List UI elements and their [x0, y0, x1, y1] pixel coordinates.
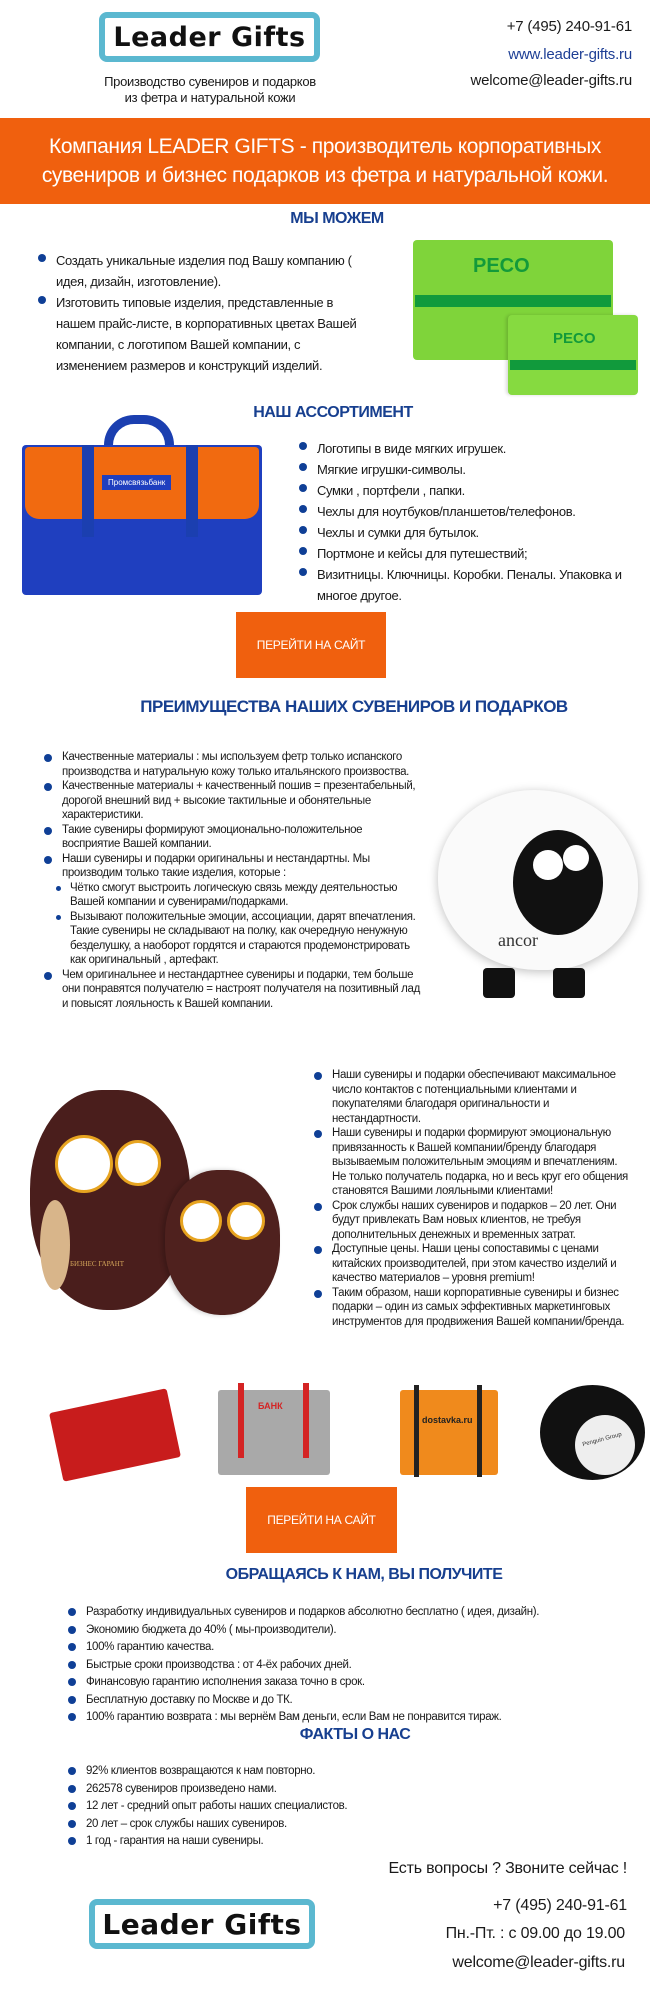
green-felt-cases-image: [413, 240, 643, 395]
list-item: Мягкие игрушки-символы.: [299, 459, 639, 480]
assortment-list: [299, 438, 639, 606]
go-to-site-button[interactable]: ПЕРЕЙТИ НА САЙТ: [236, 612, 386, 678]
briefcase-image: [22, 415, 262, 595]
list-item: Финансовую гарантию исполнения заказа точно в срок.: [68, 1674, 608, 1692]
footer-hours: Пн.-Пт. : с 09.00 до 19.00: [445, 1925, 625, 1942]
list-item: 100% гарантию возврата : мы вернём Вам деньги, если Вам не понравится тираж.: [68, 1709, 608, 1727]
facts-title: ФАКТЫ О НАС: [299, 1726, 411, 1743]
list-item: Портмоне и кейсы для путешествий;: [299, 543, 639, 564]
assortment-title: НАШ АССОРТИМЕНТ: [253, 404, 413, 421]
list-item: 1 год - гарантия на наши сувениры.: [68, 1833, 468, 1851]
list-item: Качественные материалы : мы используем фетр только испанского производства и натуральную кожу только итальянского произвоства.: [44, 750, 422, 779]
advantages-list-left: [44, 750, 422, 1011]
logo-text: Leader Gifts: [102, 1907, 302, 1941]
orange-felt-bag-image: [372, 1385, 502, 1477]
owl-eye: [227, 1202, 265, 1240]
tagline: [60, 74, 360, 106]
brand-label: Промсвязьбанк: [102, 475, 171, 490]
header-email-link[interactable]: welcome@leader-gifts.ru: [470, 72, 632, 89]
logo-text: Leader Gifts: [113, 21, 306, 53]
list-item: Бесплатную доставку по Москве и до ТК.: [68, 1692, 608, 1710]
brand-label: БИЗНЕС ГАРАНТ: [70, 1260, 125, 1268]
sheep-eye: [563, 845, 589, 871]
sheep-eye: [533, 850, 563, 880]
footer-question: Есть вопросы ? Звоните сейчас !: [388, 1860, 627, 1877]
tagline-line1: Производство сувениров и подарков: [104, 74, 316, 89]
list-item: Изготовить типовые изделия, представленные в нашем прайс-листе, в корпоративных цветах Вашей компании, с логотипом Вашей компании, с изменением размеров и конструкций изделий.: [38, 292, 358, 376]
list-item: Чехлы для ноутбуков/планшетов/телефонов.: [299, 501, 639, 522]
list-item: Наши сувениры и подарки оригинальны и нестандартны. Мы производим только такие изделия, которые :: [44, 852, 422, 881]
brand-label: dostavka.ru: [422, 1415, 473, 1425]
benefits-title: ОБРАЩАЯСЬ К НАМ, ВЫ ПОЛУЧИТЕ: [225, 1566, 503, 1583]
note-text-value: Не только получатель подарка, но и весь круг его общения становятся Вашими лояльными клиентами!: [332, 1170, 628, 1197]
sheep-leg: [483, 968, 515, 998]
banner-line1: Компания LEADER GIFTS - производитель корпоративных: [49, 135, 601, 158]
briefcase-strap: [82, 445, 94, 537]
list-item: Экономию бюджета до 40% ( мы-производители).: [68, 1622, 608, 1640]
advantages-title: ПРЕИМУЩЕСТВА НАШИХ СУВЕНИРОВ И ПОДАРКОВ: [140, 697, 568, 716]
red-leather-bag-image: [35, 1395, 185, 1475]
large-case-band: [415, 295, 611, 307]
sheep-pillow-image: [438, 790, 643, 1005]
red-bag-body: [49, 1388, 181, 1481]
small-case-shape: [508, 315, 638, 395]
brand-label: БАНК: [258, 1401, 283, 1411]
list-item: Чем оригинальнее и нестандартнее сувениры и подарки, тем больше они понравятся получателю = настроят получателя на позитивный лад и повысят лояльность к Вашей компании.: [44, 968, 422, 1012]
list-item: 12 лет - средний опыт работы наших специалистов.: [68, 1798, 468, 1816]
list-item: Наши сувениры и подарки формируют эмоциональную привязанность к Вашей компании/бренду благодаря вызываемым положительным эмоциям и впечатлениям.: [314, 1126, 639, 1170]
sub-list-item: Чётко смогут выстроить логическую связь между деятельностью Вашей компании и сувенирами/подарками.: [44, 881, 422, 910]
header-phone[interactable]: +7 (495) 240-91-61: [506, 18, 632, 35]
list-item: Разработку индивидуальных сувениров и подарков абсолютно бесплатно ( идея, дизайн).: [68, 1604, 608, 1622]
brand-label: Penguin Group: [581, 1431, 623, 1449]
small-owl-body: [165, 1170, 280, 1315]
footer-logo[interactable]: [89, 1899, 315, 1949]
advantages-list-right: [314, 1068, 639, 1329]
benefits-list: [68, 1604, 608, 1727]
tagline-line2: из фетра и натуральной кожи: [124, 90, 296, 105]
owl-wing: [40, 1200, 70, 1290]
grey-bag-strap: [303, 1383, 309, 1458]
footer-email-link[interactable]: welcome@leader-gifts.ru: [452, 1954, 625, 1971]
list-item: Логотипы в виде мягких игрушек.: [299, 438, 639, 459]
sheep-head: [513, 830, 603, 935]
owl-eye: [115, 1140, 161, 1186]
list-item: Чехлы и сумки для бутылок.: [299, 522, 639, 543]
list-item: Срок службы наших сувениров и подарков – 20 лет. Они будут привлекать Вам новых клиентов, не требуя дополнительных денежных и временных затрат.: [314, 1199, 639, 1243]
go-to-site-button-2[interactable]: ПЕРЕЙТИ НА САЙТ: [246, 1487, 397, 1553]
grey-felt-bag-image: [218, 1375, 333, 1475]
list-item: Качественные материалы + качественный пошив = презентабельный, дорогой внешний вид + высокие тактильные и обонятельные характеристики.: [44, 779, 422, 823]
list-item: Создать уникальные изделия под Вашу компанию ( идея, дизайн, изготовление).: [38, 250, 358, 292]
sub-list-item: Вызывают положительные эмоции, ассоциации, дарят впечатления. Такие сувениры не складывают на полку, как очередную ненужную безделушку, а наоборот гордятся и стараются продемонстрировать как оригинальный , артефакт.: [44, 910, 422, 968]
header-logo[interactable]: [99, 12, 320, 62]
owl-eye: [180, 1200, 222, 1242]
grey-bag-strap: [238, 1383, 244, 1458]
owl-eye: [55, 1135, 113, 1193]
list-item: Наши сувениры и подарки обеспечивают максимальное число контактов с потенциальными клиентами и покупателями благодаря оригинальности и нестандартности.: [314, 1068, 639, 1126]
list-item: Сумки , портфели , папки.: [299, 480, 639, 501]
list-item: Быстрые сроки производства : от 4-ёх рабочих дней.: [68, 1657, 608, 1675]
list-item: 92% клиентов возвращаются к нам повторно.: [68, 1763, 468, 1781]
note-text: [314, 1170, 639, 1199]
list-item: 100% гарантию качества.: [68, 1639, 608, 1657]
facts-list: [68, 1763, 468, 1851]
brand-label: PECO: [473, 255, 530, 277]
list-item: 262578 сувениров произведено нами.: [68, 1781, 468, 1799]
list-item: 20 лет – срок службы наших сувениров.: [68, 1816, 468, 1834]
penguin-toy-image: [540, 1385, 650, 1485]
hero-banner: [0, 118, 650, 204]
sheep-leg: [553, 968, 585, 998]
header-website-link[interactable]: www.leader-gifts.ru: [508, 46, 632, 63]
list-item: Таким образом, наши корпоративные сувениры и бизнес подарки – один из самых эффективных маркетинговых инструментов для продвижения Вашей компании/бренда.: [314, 1286, 639, 1330]
small-case-band: [510, 360, 636, 370]
banner-line2: сувениров и бизнес подарков из фетра и натуральной кожи.: [41, 164, 609, 187]
orange-bag-strap: [414, 1385, 419, 1477]
list-item: Визитницы. Ключницы. Коробки. Пеналы. Упаковка и многое другое.: [299, 564, 639, 606]
briefcase-strap: [186, 445, 198, 537]
footer-phone[interactable]: +7 (495) 240-91-61: [493, 1897, 627, 1914]
list-item: Такие сувениры формируют эмоционально-положительное восприятие Вашей компании.: [44, 823, 422, 852]
brand-label: ancor: [498, 930, 538, 950]
brand-label: PECO: [553, 330, 596, 347]
list-item: Доступные цены. Наши цены сопоставимы с ценами китайских производителей, при этом качество изделий и качество материалов – уровня premium!: [314, 1242, 639, 1286]
orange-bag-strap: [477, 1385, 482, 1477]
we-can-title: МЫ МОЖЕМ: [290, 210, 384, 227]
owl-pillows-image: [15, 1090, 295, 1320]
we-can-list: [38, 250, 358, 376]
